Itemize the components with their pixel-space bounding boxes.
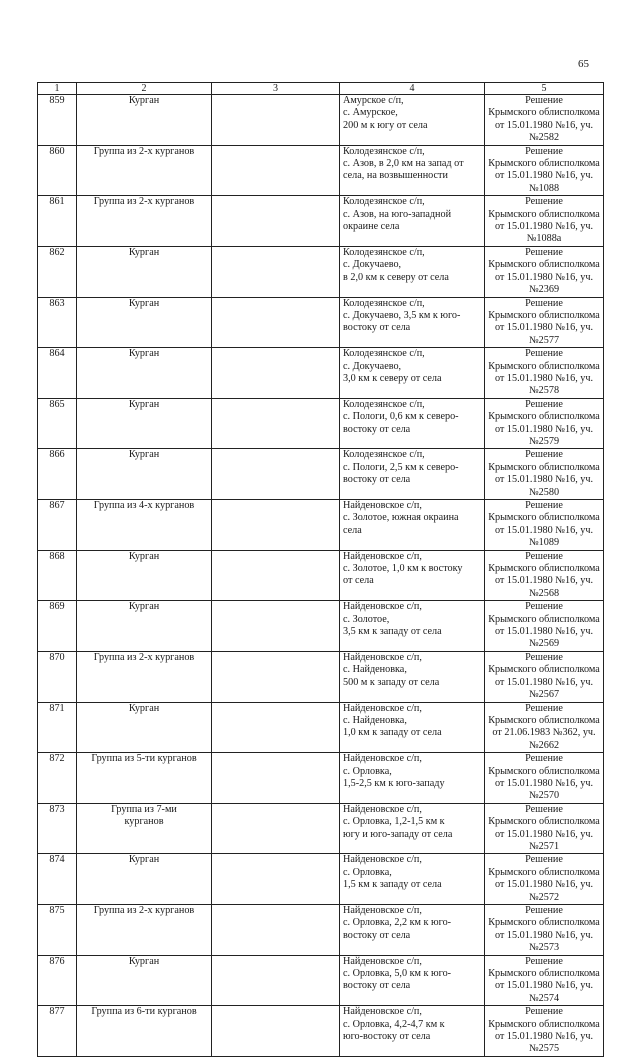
col3-cell xyxy=(212,297,340,348)
header-col-2: 2 xyxy=(77,83,212,95)
decision-cell: Решение Крымского облисполкома от 15.01.1980 №16, уч.№2575 xyxy=(485,1006,604,1057)
decision-cell: Решение Крымского облисполкома от 15.01.1980 №16, уч.№2369 xyxy=(485,246,604,297)
location-cell: Колодезянское с/п, с. Пологи, 2,5 км к северо- востоку от села xyxy=(340,449,485,500)
table-row xyxy=(38,449,604,500)
decision-cell: Решение Крымского облисполкома от 15.01.1980 №16, уч.№2582 xyxy=(485,95,604,146)
table-row xyxy=(38,246,604,297)
col3-cell xyxy=(212,145,340,196)
object-name: Группа из 6-ти курганов xyxy=(77,1006,212,1057)
location-cell: Колодезянское с/п, с. Пологи, 0,6 км к северо- востоку от села xyxy=(340,398,485,449)
location-cell: Колодезянское с/п, с. Докучаево, 3,5 км к юго- востоку от села xyxy=(340,297,485,348)
row-number: 870 xyxy=(38,651,77,702)
location-cell: Найденовское с/п, с. Орловка, 2,2 км к юго- востоку от села xyxy=(340,905,485,956)
header-col-1: 1 xyxy=(38,83,77,95)
row-number: 872 xyxy=(38,753,77,804)
row-number: 871 xyxy=(38,702,77,753)
location-cell: Колодезянское с/п, с. Азов, на юго-западной окраине села xyxy=(340,196,485,247)
header-col-5: 5 xyxy=(485,83,604,95)
table-row xyxy=(38,753,604,804)
location-cell: Найденовское с/п, с. Орловка, 5,0 км к юго- востоку от села xyxy=(340,955,485,1006)
location-cell: Найденовское с/п, с. Орловка, 1,5 км к западу от села xyxy=(340,854,485,905)
col3-cell xyxy=(212,601,340,652)
decision-cell: Решение Крымского облисполкома от 15.01.1980 №16, уч.№2570 xyxy=(485,753,604,804)
row-number: 859 xyxy=(38,95,77,146)
decision-cell: Решение Крымского облисполкома от 15.01.1980 №16, уч.№2577 xyxy=(485,297,604,348)
location-cell: Найденовское с/п, с. Золотое, 1,0 км к востоку от села xyxy=(340,550,485,601)
table-body xyxy=(38,95,604,1057)
table-row xyxy=(38,550,604,601)
table-row xyxy=(38,955,604,1006)
location-cell: Найденовское с/п, с. Орловка, 4,2-4,7 км к юго-востоку от села xyxy=(340,1006,485,1057)
row-number: 861 xyxy=(38,196,77,247)
row-number: 876 xyxy=(38,955,77,1006)
monuments-table xyxy=(37,82,604,1057)
col3-cell xyxy=(212,955,340,1006)
col3-cell xyxy=(212,905,340,956)
col3-cell xyxy=(212,246,340,297)
object-name: Курган xyxy=(77,955,212,1006)
table-row xyxy=(38,297,604,348)
location-cell: Колодезянское с/п, с. Азов, в 2,0 км на запад от села, на возвышенности xyxy=(340,145,485,196)
location-cell: Найденовское с/п, с. Найденовка, 1,0 км к западу от села xyxy=(340,702,485,753)
table-row xyxy=(38,854,604,905)
col3-cell xyxy=(212,348,340,399)
decision-cell: Решение Крымского облисполкома от 15.01.1980 №16, уч.№1088а xyxy=(485,196,604,247)
decision-cell: Решение Крымского облисполкома от 15.01.1980 №16, уч.№1089 xyxy=(485,500,604,551)
table-row xyxy=(38,500,604,551)
col3-cell xyxy=(212,651,340,702)
col3-cell xyxy=(212,196,340,247)
col3-cell xyxy=(212,95,340,146)
row-number: 864 xyxy=(38,348,77,399)
location-cell: Колодезянское с/п, с. Докучаево, в 2,0 км к северу от села xyxy=(340,246,485,297)
object-name: Группа из 2-х курганов xyxy=(77,905,212,956)
decision-cell: Решение Крымского облисполкома от 15.01.1980 №16, уч.№2579 xyxy=(485,398,604,449)
table-row xyxy=(38,601,604,652)
row-number: 865 xyxy=(38,398,77,449)
decision-cell: Решение Крымского облисполкома от 15.01.1980 №16, уч.№2574 xyxy=(485,955,604,1006)
row-number: 866 xyxy=(38,449,77,500)
object-name: Группа из 4-х курганов xyxy=(77,500,212,551)
decision-cell: Решение Крымского облисполкома от 15.01.1980 №16, уч.№2572 xyxy=(485,854,604,905)
header-col-3: 3 xyxy=(212,83,340,95)
col3-cell xyxy=(212,500,340,551)
object-name: Группа из 2-х курганов xyxy=(77,651,212,702)
decision-cell: Решение Крымского облисполкома от 15.01.1980 №16, уч.№2573 xyxy=(485,905,604,956)
table-row xyxy=(38,95,604,146)
location-cell: Найденовское с/п, с. Орловка, 1,2-1,5 км к югу и юго-западу от села xyxy=(340,803,485,854)
location-cell: Колодезянское с/п, с. Докучаево, 3,0 км к северу от села xyxy=(340,348,485,399)
object-name: Курган xyxy=(77,348,212,399)
row-number: 867 xyxy=(38,500,77,551)
table-row xyxy=(38,905,604,956)
row-number: 875 xyxy=(38,905,77,956)
object-name: Курган xyxy=(77,398,212,449)
row-number: 860 xyxy=(38,145,77,196)
table-header-row xyxy=(38,83,604,95)
col3-cell xyxy=(212,1006,340,1057)
row-number: 868 xyxy=(38,550,77,601)
row-number: 877 xyxy=(38,1006,77,1057)
decision-cell: Решение Крымского облисполкома от 15.01.1980 №16, уч.№2571 xyxy=(485,803,604,854)
col3-cell xyxy=(212,753,340,804)
col3-cell xyxy=(212,398,340,449)
decision-cell: Решение Крымского облисполкома от 15.01.1980 №16, уч.№2569 xyxy=(485,601,604,652)
table-row xyxy=(38,398,604,449)
object-name: Курган xyxy=(77,449,212,500)
col3-cell xyxy=(212,803,340,854)
decision-cell: Решение Крымского облисполкома от 15.01.1980 №16, уч.№2567 xyxy=(485,651,604,702)
location-cell: Найденовское с/п, с. Орловка, 1,5-2,5 км к юго-западу xyxy=(340,753,485,804)
object-name: Курган xyxy=(77,550,212,601)
page-number: 65 xyxy=(578,58,589,70)
object-name: Группа из 2-х курганов xyxy=(77,145,212,196)
location-cell: Найденовское с/п, с. Золотое, 3,5 км к западу от села xyxy=(340,601,485,652)
row-number: 869 xyxy=(38,601,77,652)
object-name: Курган xyxy=(77,95,212,146)
object-name: Курган xyxy=(77,297,212,348)
object-name: Группа из 7-ми курганов xyxy=(77,803,212,854)
table-row xyxy=(38,1006,604,1057)
col3-cell xyxy=(212,854,340,905)
table-row xyxy=(38,196,604,247)
decision-cell: Решение Крымского облисполкома от 15.01.1980 №16, уч.№2568 xyxy=(485,550,604,601)
table-row xyxy=(38,348,604,399)
table-row xyxy=(38,145,604,196)
location-cell: Найденовское с/п, с. Золотое, южная окраина села xyxy=(340,500,485,551)
row-number: 863 xyxy=(38,297,77,348)
object-name: Курган xyxy=(77,854,212,905)
object-name: Группа из 5-ти курганов xyxy=(77,753,212,804)
row-number: 873 xyxy=(38,803,77,854)
header-col-4: 4 xyxy=(340,83,485,95)
table-row xyxy=(38,651,604,702)
col3-cell xyxy=(212,702,340,753)
decision-cell: Решение Крымского облисполкома от 15.01.1980 №16, уч.№2578 xyxy=(485,348,604,399)
object-name: Группа из 2-х курганов xyxy=(77,196,212,247)
decision-cell: Решение Крымского облисполкома от 15.01.1980 №16, уч.№1088 xyxy=(485,145,604,196)
location-cell: Амурское с/п, с. Амурское, 200 м к югу от села xyxy=(340,95,485,146)
row-number: 874 xyxy=(38,854,77,905)
col3-cell xyxy=(212,550,340,601)
col3-cell xyxy=(212,449,340,500)
object-name: Курган xyxy=(77,246,212,297)
object-name: Курган xyxy=(77,702,212,753)
location-cell: Найденовское с/п, с. Найденовка, 500 м к западу от села xyxy=(340,651,485,702)
decision-cell: Решение Крымского облисполкома от 15.01.1980 №16, уч.№2580 xyxy=(485,449,604,500)
decision-cell: Решение Крымского облисполкома от 21.06.1983 №362, уч.№2662 xyxy=(485,702,604,753)
table-row xyxy=(38,702,604,753)
row-number: 862 xyxy=(38,246,77,297)
object-name: Курган xyxy=(77,601,212,652)
table-row xyxy=(38,803,604,854)
